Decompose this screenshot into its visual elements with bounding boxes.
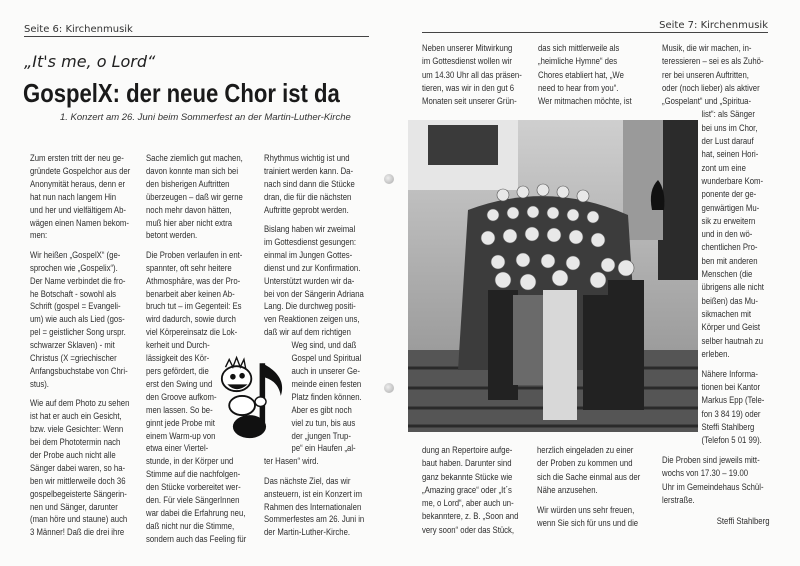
text-line: noch mehr davon hätten, (146, 204, 232, 215)
music-note-cartoon-icon (220, 346, 290, 442)
text-line: need to hear from you“. (538, 82, 619, 93)
text-line: men lassen. So be- (146, 404, 213, 415)
text-line: viel zu tun, bis aus (291, 417, 356, 428)
text-line: überzeugen – daß wir gerne (146, 191, 243, 202)
text-line: wochs von 17.30 – 19.00 (662, 468, 749, 479)
text-line: das sich mittlerweile als (538, 43, 620, 53)
text-line: und in den wö- (701, 229, 753, 240)
text-line: ist hat er auch ein Gesicht, (30, 411, 122, 422)
text-line: Schrift (gospel = Evangeli- (30, 301, 121, 312)
text-line: ven Reaktionen zeigen uns, (264, 314, 360, 325)
text-line: Sänger dabei waren, so ha- (30, 462, 126, 473)
text-line: bei uns im Chor, (701, 122, 758, 133)
right-column-2-bottom (537, 444, 640, 537)
text-line: ansteuern, ist ein Konzert im (264, 488, 363, 499)
text-line: sik zu erweitern (701, 215, 756, 226)
text-line: auch in unserer Ge- (291, 366, 360, 376)
text-line: beißen) das Mu- (701, 295, 758, 306)
text-line: stunde, in der Körper und (146, 456, 234, 467)
text-line: wunderbare Kom- (701, 175, 764, 186)
binder-hole-icon (384, 174, 394, 184)
text-line: Anfangsbuchstabe von Chri- (30, 366, 128, 376)
text-line: Die Proben sind jeweils mitt- (662, 454, 760, 465)
text-line: Anonymität heraus, denn er (30, 178, 126, 189)
text-line: daß wir auf dem richtigen (264, 327, 351, 338)
text-line: muß hier aber nicht extra (146, 217, 233, 228)
text-line: den. Für viele SängerInnen (146, 495, 240, 506)
paragraph (422, 42, 522, 108)
paragraph (264, 475, 364, 540)
text-line: Nähere Informa- (701, 368, 758, 379)
text-line: Rahmen des Internationalen (264, 501, 362, 512)
text-line: list“: als Sänger (701, 109, 755, 120)
paragraph (30, 152, 130, 242)
text-line: um) wie auch als Lied (gos- (30, 314, 125, 325)
text-line: wägen einen Namen bekom- (30, 217, 129, 228)
choir-group-photo (408, 120, 698, 432)
text-line: Menschen (die (701, 269, 753, 280)
text-line: der Martin-Luther-Kirche. (264, 527, 351, 538)
text-line: oder (noch lieber) als aktiver (662, 82, 760, 93)
text-line: den Stücke vorbereitet wer- (146, 482, 241, 493)
text-line: very soon“ oder das Stück, (422, 524, 515, 535)
page-header-left: Seite 6: Kirchenmusik (24, 24, 369, 37)
text-line: der Proben zu kommen und (537, 458, 633, 469)
text-line: Rhythmus wichtig ist und (264, 153, 350, 163)
text-line: Aber es gibt noch (291, 404, 352, 415)
text-line: gospelbegeisterte Sängerin- (30, 488, 127, 499)
text-line: Sommerfestes am 26. Juni in (264, 514, 365, 525)
text-line: Lang. Die durchweg positi- (264, 301, 356, 312)
paragraph (264, 152, 364, 217)
text-line: spannter, oft sehr heitere (146, 262, 232, 273)
text-line: erst den Swing und (146, 378, 213, 389)
text-line: bruch tut – im Gegenteil: Es (146, 301, 242, 312)
text-line: sondern auch das Feeling für (146, 533, 247, 544)
right-column-2-top (538, 42, 632, 108)
text-line: fon 3 84 19) oder (701, 408, 761, 419)
text-line: dienst und zur Konfirmation. (264, 262, 361, 273)
text-line: rer bei unseren Auftritten, (662, 69, 749, 80)
text-line: „Amazing grace“ oder „It´s (422, 484, 512, 495)
text-line: Musik, die wir machen, in- (662, 43, 752, 53)
text-line: der Lust darauf (701, 136, 754, 147)
text-line: pe“ ein Haufen „al- (291, 443, 356, 454)
text-line: den Groove aufkom- (146, 391, 217, 402)
article-subtitle: 1. Konzert am 26. Juni beim Sommerfest an der Martin-Luther-Kirche (60, 112, 351, 123)
binder-hole-icon (384, 383, 394, 393)
text-line: der „jungen Trup- (291, 430, 351, 441)
text-line: im Gottesdienst wollen wir (422, 56, 512, 67)
text-line: zont um eine (701, 162, 746, 173)
text-line: etwa einer Viertel- (146, 443, 209, 454)
text-line: war dabei die Erfahrung neu, (146, 507, 246, 518)
text-line: kerheit und Durch- (146, 340, 210, 351)
text-line: Wir würden uns sehr freuen, (537, 504, 635, 515)
text-line: Chores etabliert hat, „We (538, 69, 624, 80)
text-line: lerstraße. (662, 494, 695, 505)
text-line: benarbeit aber keinen Ab- (146, 288, 235, 299)
paragraph (264, 223, 364, 339)
text-line: pel = geistlicher Song urspr. (30, 327, 126, 338)
text-line: trainiert werden kann. Da- (264, 165, 354, 176)
paragraph (537, 504, 640, 531)
text-line: stus). (30, 378, 49, 389)
text-line: „heimliche Hymne“ des (538, 56, 618, 67)
text-line: wenn Sie sich für uns und die (537, 517, 639, 528)
text-line: Gospel und Spiritual (291, 353, 362, 364)
left-column-1 (30, 152, 130, 546)
text-line: 3 Männer! Daß die drei ihre (30, 527, 125, 538)
paragraph (538, 42, 632, 108)
text-line: dran, die für die nächsten (264, 191, 352, 202)
article-title: GospelX: der neue Chor ist da (23, 78, 340, 108)
text-line: Christus (X =griechischer (30, 353, 117, 364)
text-line: nen und Sänger, darunter (30, 501, 118, 512)
text-line: der Probe auch nicht alle (30, 449, 116, 460)
text-line: he Botschaft - sowohl als (30, 288, 117, 299)
text-line: Sache ziemlich gut machen, (146, 153, 243, 163)
text-line: Nähe anzusehen. (537, 484, 598, 495)
paragraph (662, 454, 770, 507)
text-line: daß nicht nur die Stimme, (146, 520, 235, 531)
text-line: Der Name verbindet die fro- (30, 275, 126, 286)
text-line: (man höre und staune) auch (30, 514, 128, 525)
right-column-1-bottom (422, 444, 518, 537)
text-line: schwarzer Sklaven) - mit (30, 340, 115, 351)
text-line: bekanntere, z. B. „Soon and (422, 511, 519, 522)
text-line: ben mit anderen (701, 255, 758, 266)
text-line: Unterstützt wurden wir da- (264, 275, 355, 286)
text-line: baut haben. Darunter sind (422, 458, 512, 469)
text-line: gründete Gospelchor aus der (30, 165, 131, 176)
text-line: Neben unserer Mitwirkung (422, 43, 513, 53)
page-header-right: Seite 7: Kirchenmusik (422, 20, 768, 33)
text-line: ter Hasen“ wird. (264, 456, 319, 467)
text-line: Das nächste Ziel, das wir (264, 475, 351, 486)
paragraph (30, 249, 130, 391)
text-line: wird dadurch, sowie durch (146, 314, 236, 325)
text-line: tionen bei Kantor (701, 381, 761, 392)
paragraph (662, 42, 770, 108)
paragraph (264, 455, 364, 468)
text-line: sprochen wie „Gospelix“). (30, 262, 118, 273)
text-line: ponente der ge- (701, 189, 757, 200)
text-line: sikmachen mit (701, 308, 752, 319)
paragraph (422, 444, 518, 537)
text-line: teressieren – sei es als Zuhö- (662, 56, 764, 67)
text-line: meinde einen festen (291, 378, 362, 389)
text-line: erleben. (701, 348, 730, 359)
text-line: Steffi Stahlberg (701, 421, 755, 432)
text-line: sich die Sache einmal aus der (537, 471, 641, 482)
text-line: men: (30, 230, 48, 241)
text-line: einem Warm-up von (146, 430, 216, 441)
paragraph (146, 152, 246, 242)
text-line: „Gospelant“ und „Spiritua- (662, 96, 752, 107)
text-line: davon konnte man sich bei (146, 165, 239, 176)
text-line: nach sind dann die Stücke (264, 178, 355, 189)
text-line: betont werden. (146, 230, 198, 241)
paragraph (537, 444, 640, 497)
text-line: den bisherigen Auftritten (146, 178, 230, 189)
text-line: übrigens alle nicht (701, 282, 764, 293)
text-line: bei von der Sängerin Adriana (264, 288, 364, 299)
text-line: me, o Lord“, aber auch un- (422, 498, 514, 509)
article-kicker: „It's me, o Lord“ (24, 52, 156, 71)
text-line: Platz finden können. (291, 391, 362, 402)
text-line: Uhr im Gemeindehaus Schül- (662, 481, 764, 492)
text-line: Athmosphäre, was der Pro- (146, 275, 241, 286)
text-line: hat, seinen Hori- (701, 149, 759, 160)
author-signature: Steffi Stahlberg (716, 516, 770, 527)
text-line: Wir heißen „GospelX“ (ge- (30, 249, 121, 260)
text-line: Markus Epp (Tele- (701, 395, 765, 406)
text-line: Zum ersten tritt der neu ge- (30, 153, 124, 163)
text-line: Die Proben verlaufen in ent- (146, 249, 243, 260)
text-line: bzw. viele Gesichter: Wenn (30, 424, 124, 435)
text-line: Weg sind, und daß (291, 340, 357, 351)
text-line: lässigkeit des Kör- (146, 353, 210, 364)
text-line: dung an Repertoire aufge- (422, 445, 513, 455)
text-line: bei dem Phototermin nach (30, 437, 121, 448)
text-line: und her und vielfältigem Ab- (30, 204, 126, 215)
paragraph (30, 397, 130, 539)
text-line: im Gottesdienst gesungen: (264, 236, 357, 247)
text-line: chentlichen Pro- (701, 242, 758, 253)
text-line: Stimme auf die nachfolgen- (146, 469, 241, 480)
text-line: ben wir mittlerweile doch 36 (30, 475, 126, 486)
text-line: herzlich eingeladen zu einer (537, 445, 634, 455)
text-line: ganz bekannte Stücke wie (422, 471, 513, 482)
text-line: Wer mitmachen möchte, ist (538, 96, 632, 107)
text-line: einmal im Jungen Gottes- (264, 249, 353, 260)
text-line: (Telefon 5 01 99). (701, 435, 762, 446)
text-line: selber hautnah zu (701, 335, 764, 346)
text-line: Wie auf dem Photo zu sehen (30, 398, 130, 409)
text-line: hat nun nach langem Hin (30, 191, 117, 202)
text-line: um 14.30 Uhr all das präsen- (422, 69, 522, 80)
text-line: viel Körpereinsatz die Lok- (146, 327, 238, 338)
text-line: Bislang haben wir zweimal (264, 224, 356, 235)
right-column-1-top (422, 42, 522, 108)
text-line: Monaten seit unserer Grün- (422, 96, 517, 107)
text-line: pers gefördert, die (146, 366, 209, 376)
text-line: Auftritte geprobt werden. (264, 204, 349, 215)
text-line: ginnt jede Probe mit (146, 417, 215, 428)
text-line: tieren, was wir in den gut 6 (422, 82, 515, 93)
text-line: Körper und Geist (701, 322, 761, 333)
text-line: genwärtigen Mu- (701, 202, 760, 213)
